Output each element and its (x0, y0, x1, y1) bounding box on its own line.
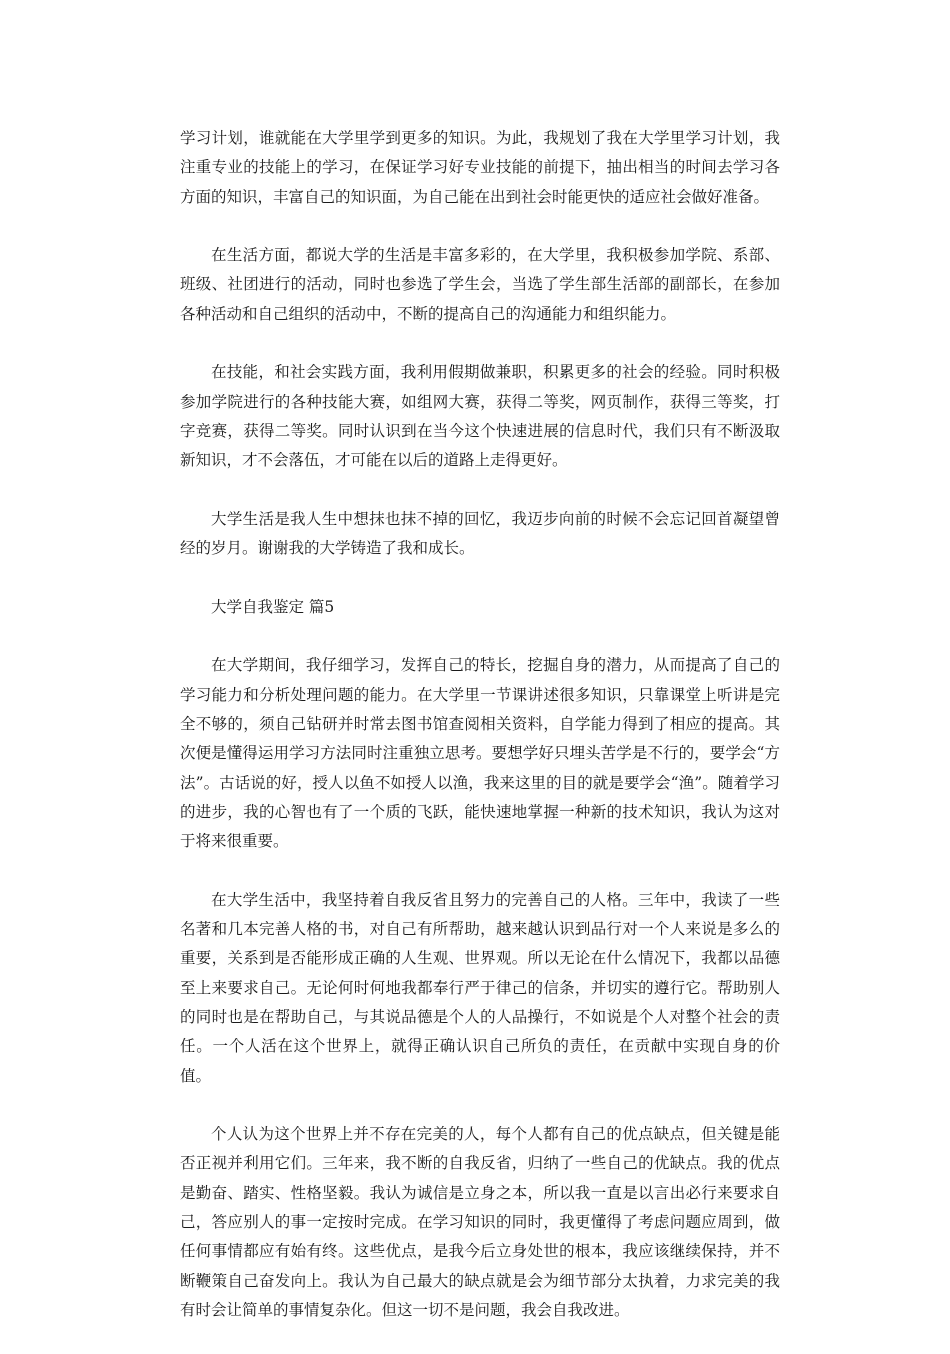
paragraph-continued-study-plan: 学习计划，谁就能在大学里学到更多的知识。为此，我规划了我在大学里学习计划，我注重专业的技能上的学习，在保证学习好专业技能的前提下，抽出相当的时间去学习各方面的知识，丰富自己的知识面，为自己能在出到社会时能更快的适应社会做好准备。 (180, 129, 780, 206)
paragraph-memories: 大学生活是我人生中想抹也抹不掉的回忆，我迈步向前的时候不会忘记回首凝望曾经的岁月。谢谢我的大学铸造了我和成长。 (180, 509, 780, 558)
paragraph-skills-practice: 在技能，和社会实践方面，我利用假期做兼职，积累更多的社会的经验。同时积极参加学院进行的各种技能大赛，如组网大赛，获得二等奖，网页制作，获得三等奖，打字竞赛，获得二等奖。同时认识到在当今这个快速进展的信息时代，我们只有不断汲取新知识，才不会落伍，才可能在以后的道路上走得更好。 (180, 363, 780, 470)
paragraph-strengths-weaknesses: 个人认为这个世界上并不存在完美的人，每个人都有自己的优点缺点，但关键是能否正视并利用它们。三年来，我不断的自我反省，归纳了一些自己的优缺点。我的优点是勤奋、踏实、性格坚毅。我认为诚信是立身之本，所以我一直是以言出必行来要求自己，答应别人的事一定按时完成。在学习知识的同时，我更懂得了考虑问题应周到，做任何事情都应有始有终。这些优点，是我今后立身处世的根本，我应该继续保持，并不断鞭策自己奋发向上。我认为自己最大的缺点就是会为细节部分太执着，力求完美的我有时会让简单的事情复杂化。但这一切不是问题，我会自我改进。 (180, 1125, 780, 1319)
paragraph-campus-life: 在生活方面，都说大学的生活是丰富多彩的，在大学里，我积极参加学院、系部、班级、社团进行的活动，同时也参选了学生会，当选了学生部生活部的副部长，在参加各种活动和自己组织的活动中，不断的提高自己的沟通能力和组织能力。 (180, 246, 780, 323)
paragraph-character: 在大学生活中，我坚持着自我反省且努力的完善自己的人格。三年中，我读了一些名著和几本完善人格的书，对自己有所帮助，越来越认识到品行对一个人来说是多么的重要，关系到是否能形成正确的人生观、世界观。所以无论在什么情况下，我都以品德至上来要求自己。无论何时何地我都奉行严于律己的信条，并切实的遵行它。帮助别人的同时也是在帮助自己，与其说品德是个人的人品操行，不如说是个人对整个社会的责任。一个人活在这个世界上，就得正确认识自己所负的责任，在贡献中实现自身的价值。 (180, 890, 780, 1085)
document-body (180, 124, 780, 1354)
section-heading: 大学自我鉴定 篇5 (211, 597, 335, 616)
paragraph-study-ability: 在大学期间，我仔细学习，发挥自己的特长，挖掘自身的潜力，从而提高了自己的学习能力和分析处理问题的能力。在大学里一节课讲述很多知识，只靠课堂上听讲是完全不够的，须自己钻研并时常去图书馆查阅相关资料，自学能力得到了相应的提高。其次便是懂得运用学习方法同时注重独立思考。要想学好只埋头苦学是不行的，要学会“方法”。古话说的好，授人以鱼不如授人以渔，我来这里的目的就是要学会“渔”。随着学习的进步，我的心智也有了一个质的飞跃，能快速地掌握一种新的技术知识，我认为这对于将来很重要。 (180, 656, 780, 851)
